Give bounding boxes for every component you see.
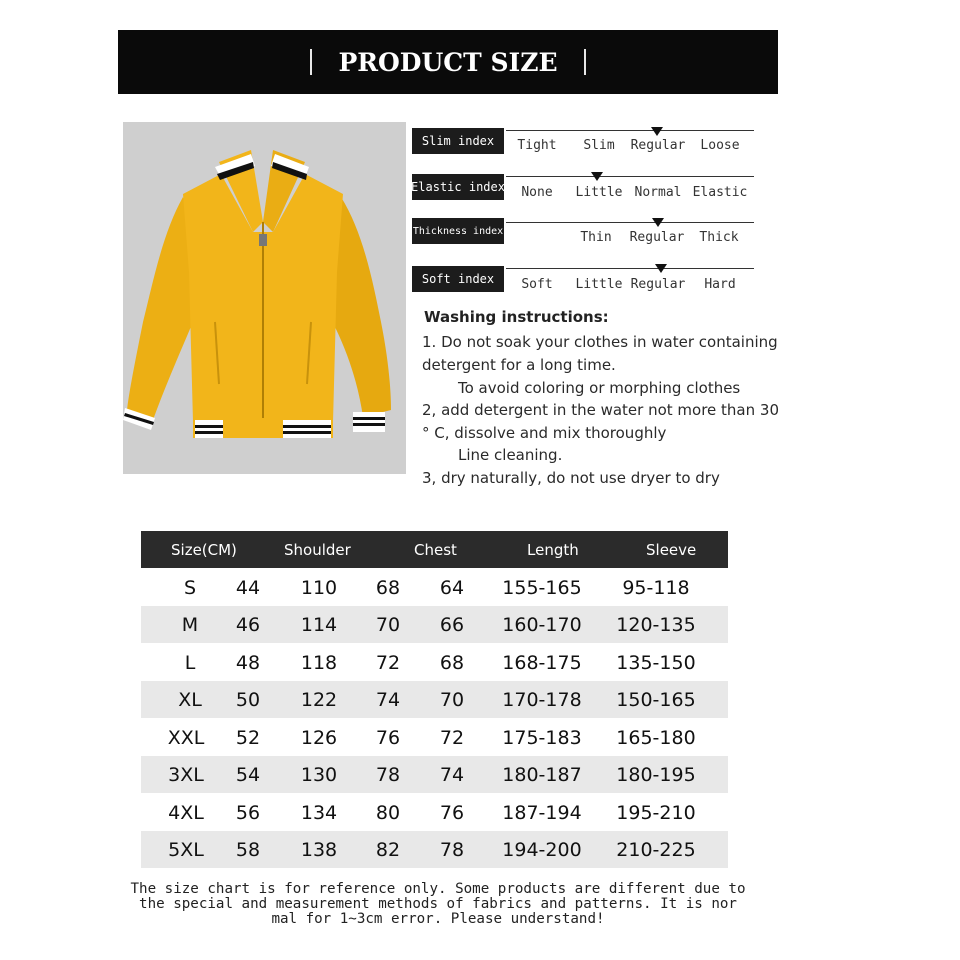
thickness-index-marker-icon bbox=[652, 218, 664, 227]
product-photo bbox=[123, 122, 406, 474]
elastic-option-none: None bbox=[521, 185, 553, 200]
table-row bbox=[141, 681, 728, 718]
disclaimer-line-1: The size chart is for reference only. Some products are different due to bbox=[130, 881, 746, 897]
slim-option-regular: Regular bbox=[630, 138, 686, 153]
value-cell: 44 bbox=[235, 577, 261, 599]
value-cell: 120-135 bbox=[616, 614, 696, 636]
size-cell: 5XL bbox=[168, 839, 204, 861]
slim-option-tight: Tight bbox=[517, 138, 557, 153]
value-cell: 180-187 bbox=[502, 764, 582, 786]
thickness-index-scale bbox=[506, 222, 754, 223]
elastic-option-little: Little bbox=[575, 185, 623, 200]
table-row bbox=[141, 569, 728, 606]
value-cell: 175-183 bbox=[502, 727, 582, 749]
value-cell: 130 bbox=[300, 764, 338, 786]
header-banner bbox=[118, 30, 778, 94]
elastic-option-normal: Normal bbox=[634, 185, 682, 200]
disclaimer-line-3: mal for 1~3cm error. Please understand! bbox=[271, 911, 605, 927]
value-cell: 76 bbox=[439, 802, 465, 824]
value-cell: 110 bbox=[300, 577, 338, 599]
soft-index-label: Soft index bbox=[412, 266, 504, 292]
elastic-index-label: Elastic index bbox=[412, 174, 504, 200]
value-cell: 68 bbox=[439, 652, 465, 674]
table-row bbox=[141, 606, 728, 643]
value-cell: 68 bbox=[375, 577, 401, 599]
value-cell: 180-195 bbox=[616, 764, 696, 786]
value-cell: 70 bbox=[439, 689, 465, 711]
thickness-option-thin: Thin bbox=[580, 230, 612, 245]
washing-line-5: ° C, dissolve and mix thoroughly bbox=[422, 424, 667, 442]
thickness-index-label: Thickness index bbox=[412, 218, 504, 244]
divider-right bbox=[584, 49, 586, 75]
washing-line-1: 1. Do not soak your clothes in water containing bbox=[422, 333, 778, 351]
soft-option-soft: Soft bbox=[521, 277, 553, 292]
size-cell: 3XL bbox=[168, 764, 204, 786]
value-cell: 165-180 bbox=[616, 727, 696, 749]
washing-line-6: Line cleaning. bbox=[458, 446, 563, 464]
table-row bbox=[141, 794, 728, 831]
value-cell: 118 bbox=[300, 652, 338, 674]
size-cell: L bbox=[184, 652, 196, 674]
soft-option-little: Little bbox=[575, 277, 623, 292]
page-title: PRODUCT SIZE bbox=[338, 47, 558, 77]
value-cell: 46 bbox=[235, 614, 261, 636]
value-cell: 72 bbox=[439, 727, 465, 749]
value-cell: 195-210 bbox=[616, 802, 696, 824]
elastic-option-elastic: Elastic bbox=[692, 185, 748, 200]
table-row bbox=[141, 831, 728, 868]
value-cell: 160-170 bbox=[502, 614, 582, 636]
value-cell: 170-178 bbox=[502, 689, 582, 711]
jacket-illustration bbox=[123, 122, 406, 474]
slim-index-marker-icon bbox=[651, 127, 663, 136]
header-size: Size(CM) bbox=[171, 541, 237, 559]
slim-index-scale bbox=[506, 130, 754, 131]
elastic-index-marker-icon bbox=[591, 172, 603, 181]
value-cell: 58 bbox=[235, 839, 261, 861]
value-cell: 82 bbox=[375, 839, 401, 861]
size-disclaimer bbox=[118, 882, 758, 927]
header-length: Length bbox=[527, 541, 579, 559]
disclaimer-line-2: the special and measurement methods of fabrics and patterns. It is nor bbox=[139, 896, 737, 912]
value-cell: 54 bbox=[235, 764, 261, 786]
value-cell: 210-225 bbox=[616, 839, 696, 861]
value-cell: 168-175 bbox=[502, 652, 582, 674]
table-row bbox=[141, 644, 728, 681]
value-cell: 134 bbox=[300, 802, 338, 824]
value-cell: 52 bbox=[235, 727, 261, 749]
divider-left bbox=[310, 49, 312, 75]
value-cell: 122 bbox=[300, 689, 338, 711]
size-cell: XL bbox=[178, 689, 202, 711]
value-cell: 126 bbox=[300, 727, 338, 749]
value-cell: 135-150 bbox=[616, 652, 696, 674]
value-cell: 187-194 bbox=[502, 802, 582, 824]
value-cell: 70 bbox=[375, 614, 401, 636]
size-table-header bbox=[141, 531, 728, 568]
size-cell: 4XL bbox=[168, 802, 204, 824]
value-cell: 114 bbox=[300, 614, 338, 636]
value-cell: 78 bbox=[375, 764, 401, 786]
value-cell: 155-165 bbox=[502, 577, 582, 599]
soft-index-marker-icon bbox=[655, 264, 667, 273]
soft-index-scale bbox=[506, 268, 754, 269]
slim-option-slim: Slim bbox=[583, 138, 615, 153]
thickness-option-regular: Regular bbox=[629, 230, 685, 245]
size-cell: XXL bbox=[167, 727, 205, 749]
header-sleeve: Sleeve bbox=[646, 541, 697, 559]
soft-option-hard: Hard bbox=[704, 277, 736, 292]
washing-title: Washing instructions: bbox=[424, 308, 609, 326]
thickness-option-thick: Thick bbox=[699, 230, 739, 245]
washing-line-4: 2, add detergent in the water not more than 30 bbox=[422, 401, 779, 419]
value-cell: 138 bbox=[300, 839, 338, 861]
value-cell: 74 bbox=[375, 689, 401, 711]
value-cell: 56 bbox=[235, 802, 261, 824]
value-cell: 48 bbox=[235, 652, 261, 674]
value-cell: 95-118 bbox=[622, 577, 690, 599]
slim-index-label: Slim index bbox=[412, 128, 504, 154]
value-cell: 50 bbox=[235, 689, 261, 711]
value-cell: 66 bbox=[439, 614, 465, 636]
value-cell: 72 bbox=[375, 652, 401, 674]
value-cell: 150-165 bbox=[616, 689, 696, 711]
elastic-index-scale bbox=[506, 176, 754, 177]
soft-option-regular: Regular bbox=[630, 277, 686, 292]
size-cell: S bbox=[183, 577, 197, 599]
value-cell: 78 bbox=[439, 839, 465, 861]
value-cell: 194-200 bbox=[502, 839, 582, 861]
header-chest: Chest bbox=[414, 541, 457, 559]
slim-option-loose: Loose bbox=[700, 138, 740, 153]
size-cell: M bbox=[181, 614, 199, 636]
value-cell: 80 bbox=[375, 802, 401, 824]
value-cell: 64 bbox=[439, 577, 465, 599]
washing-line-2: detergent for a long time. bbox=[422, 356, 616, 374]
washing-line-3: To avoid coloring or morphing clothes bbox=[458, 379, 741, 397]
value-cell: 74 bbox=[439, 764, 465, 786]
header-shoulder: Shoulder bbox=[284, 541, 351, 559]
value-cell: 76 bbox=[375, 727, 401, 749]
washing-line-7: 3, dry naturally, do not use dryer to dry bbox=[422, 469, 720, 487]
table-row bbox=[141, 719, 728, 756]
table-row bbox=[141, 756, 728, 793]
